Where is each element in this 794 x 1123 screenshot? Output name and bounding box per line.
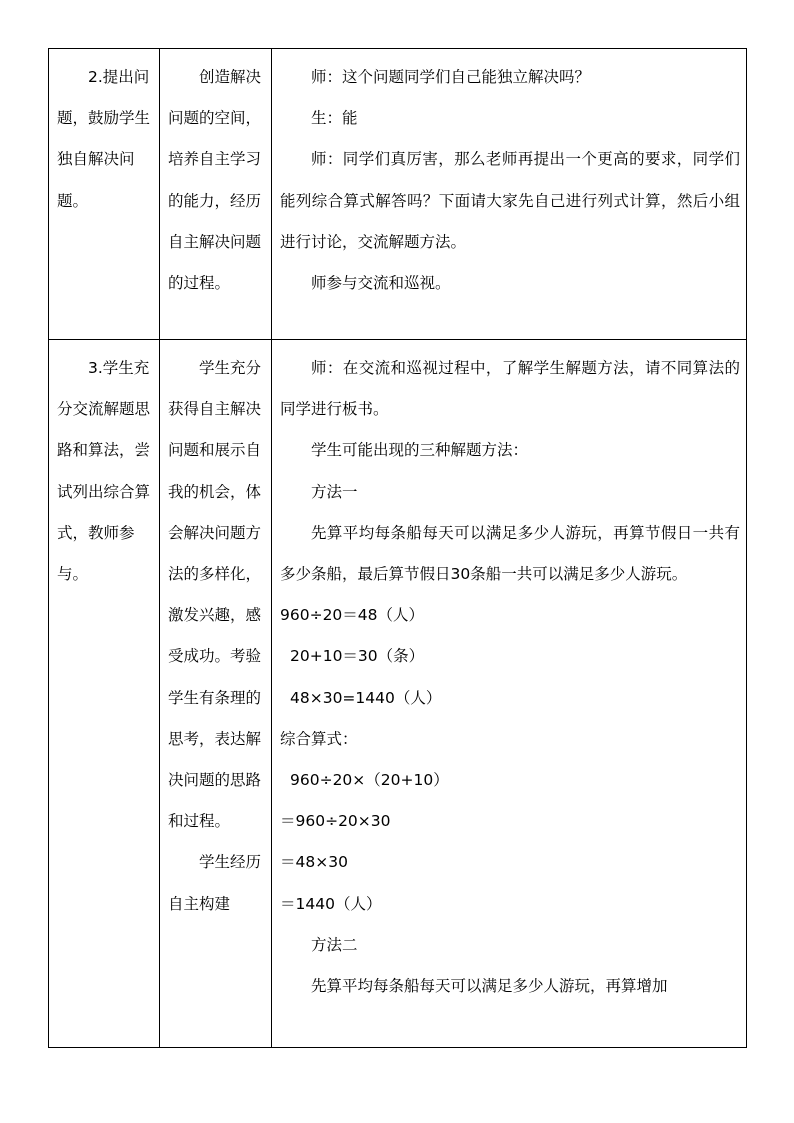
- process-line: 先算平均每条船每天可以满足多少人游玩，再算节假日一共有多少条船，最后算节假日30条船一共可以满足多少人游玩。: [280, 523, 740, 584]
- equation-line: ＝48×30: [280, 853, 348, 872]
- process-line: 方法一: [311, 482, 358, 501]
- equation-line: ＝1440（人）: [280, 894, 382, 913]
- stage-text: 3.学生充分交流解题思路和算法，尝试列出综合算式，教师参与。: [57, 359, 151, 584]
- process-cell: [272, 340, 747, 1048]
- equation-line: 综合算式：: [280, 729, 358, 748]
- table-row: [49, 49, 747, 340]
- process-line: 师：在交流和巡视过程中，了解学生解题方法，请不同算法的同学进行板书。: [280, 359, 740, 419]
- stage-cell: [49, 49, 160, 340]
- process-line: 学生可能出现的三种解题方法：: [311, 441, 529, 460]
- process-line: 师：同学们真厉害，那么老师再提出一个更高的要求，同学们能列综合算式解答吗？下面请大家先自己进行列式计算，然后小组进行讨论，交流解题方法。: [280, 150, 740, 251]
- stage-cell: [49, 340, 160, 1048]
- equation-line: 960÷20×（20+10）: [290, 771, 449, 790]
- equation-line: 48×30=1440（人）: [290, 688, 442, 707]
- process-line: 师：这个问题同学们自己能独立解决吗？: [311, 68, 591, 86]
- intent-cell: [160, 340, 272, 1048]
- process-line: 方法二: [311, 935, 358, 954]
- equation-line: ＝960÷20×30: [280, 812, 391, 831]
- equation-line: 20+10＝30（条）: [290, 647, 425, 666]
- process-line: 先算平均每条船每天可以满足多少人游玩，再算增加: [311, 977, 668, 996]
- intent-text: 学生充分获得自主解决问题和展示自我的机会，体会解决问题方法的多样化，激发兴趣，感受成功。考验学生有条理的思考，表达解决问题的思路和过程。: [168, 359, 262, 831]
- table-row: [49, 340, 747, 1048]
- stage-text: 2.提出问题，鼓励学生独自解决问题。: [57, 68, 151, 210]
- lesson-plan-table: [48, 48, 747, 1048]
- intent-text: 创造解决问题的空间，培养自主学习的能力，经历自主解决问题的过程。: [168, 68, 262, 293]
- process-cell: [272, 49, 747, 340]
- equation-line: 960÷20＝48（人）: [280, 606, 425, 625]
- intent-text: 学生经历自主构建: [168, 853, 262, 913]
- intent-cell: [160, 49, 272, 340]
- process-line: 生：能: [311, 109, 358, 128]
- process-line: 师参与交流和巡视。: [311, 274, 451, 293]
